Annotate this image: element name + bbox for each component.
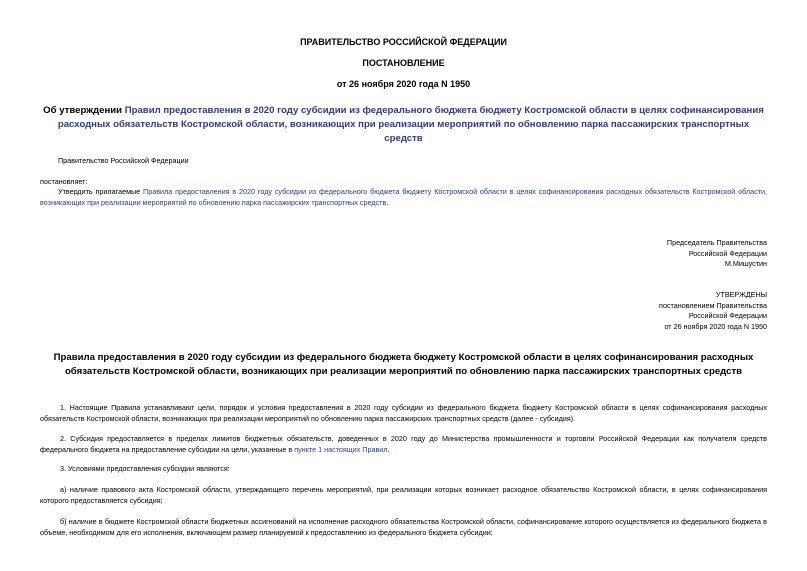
document-type-heading: ПОСТАНОВЛЕНИЕ <box>362 58 445 68</box>
approve-prefix: Утвердить прилагаемые <box>58 187 144 196</box>
signature-line-1: Председатель Правительства <box>666 238 767 247</box>
date-number-heading: от 26 ноября 2020 года N 1950 <box>336 79 471 89</box>
signature-block <box>667 238 767 270</box>
paragraph-2 <box>40 434 767 455</box>
approved-line-4: от 26 ноября 2020 года N 1950 <box>664 321 767 331</box>
paragraph-1: 1. Настоящие Правила устанавливают цели, порядок и условия предоставления в 2020 году субсидии из федерального бюджета бюджету Костромской области в целях софинансирования расходных обязательств Костромской области, возникающих при реализации мероприятий по обновлению парка пассажирских транспортных средств (далее - субсидия). <box>40 403 767 423</box>
approve-paragraph <box>40 187 767 208</box>
paragraph-2-text: 2. Субсидия предоставляется в пределах лимитов бюджетных обязательств, доведенных в 2020 году до Министерства промышленности и торговли Российской Федерации как получателя средств федерального бюджета на предоставление субсидии на цели, указанные в <box>40 434 767 454</box>
approve-link[interactable]: Правила предоставления в 2020 году субсидии из федерального бюджета бюджету Костромской области в целях софинансирования расходных обязательств Костромской области, возникающих при реализации мероприятий по обновлению парка пассажирских транспортных средств <box>40 187 767 207</box>
title-prefix: Об утверждении <box>43 105 125 116</box>
paragraph-2-suffix: . <box>387 444 390 454</box>
paragraph-3a: а) наличие правового акта Костромской области, утверждающего перечень мероприятий, при реализации которых возникает расходное обязательство Костромской области, в целях софинансирования которого предоставляется субсидия; <box>40 485 767 505</box>
decides-label: постановляет: <box>40 177 88 186</box>
signature-line-3: М.Мишустин <box>724 259 767 269</box>
organization-heading: ПРАВИТЕЛЬСТВО РОССИЙСКОЙ ФЕДЕРАЦИИ <box>300 37 507 47</box>
paragraph-3: 3. Условиями предоставления субсидии являются: <box>60 464 230 473</box>
approve-suffix: . <box>386 197 389 207</box>
rules-title: Правила предоставления в 2020 году субсидии из федерального бюджета бюджету Костромской области в целях софинансирования расходных обязательств Костромской области, возникающих при реализации мероприятий по обновлению парка пассажирских транспортных средств <box>53 352 754 377</box>
signature-line-2: Российской Федерации <box>688 248 767 258</box>
approved-block <box>659 290 767 332</box>
government-label: Правительство Российской Федерации <box>58 156 189 165</box>
paragraph-3b: б) наличие в бюджете Костромской области бюджетных ассигнований на исполнение расходного обязательства Костромской области, софинансирование которого осуществляется из федерального бюджета в объеме, необходимом для его исполнения, включающем размер планируемой к предоставлению из федерального бюджета субсидии; <box>40 517 767 537</box>
title-link[interactable]: Правил предоставления в 2020 году субсидии из федерального бюджета бюджету Костромской области в целях софинансирования расходных обязательств Костромской области, возникающих при реализации мероприятий по обновлению парка пассажирских транспортных средств <box>57 105 764 144</box>
paragraph-2-link[interactable]: пункте 1 настоящих Правил <box>294 444 388 454</box>
approved-line-2: постановлением Правительства <box>659 300 767 310</box>
document-title <box>40 104 767 146</box>
approved-line-3: Российской Федерации <box>688 311 767 321</box>
approved-line-1: УТВЕРЖДЕНЫ <box>715 290 767 299</box>
